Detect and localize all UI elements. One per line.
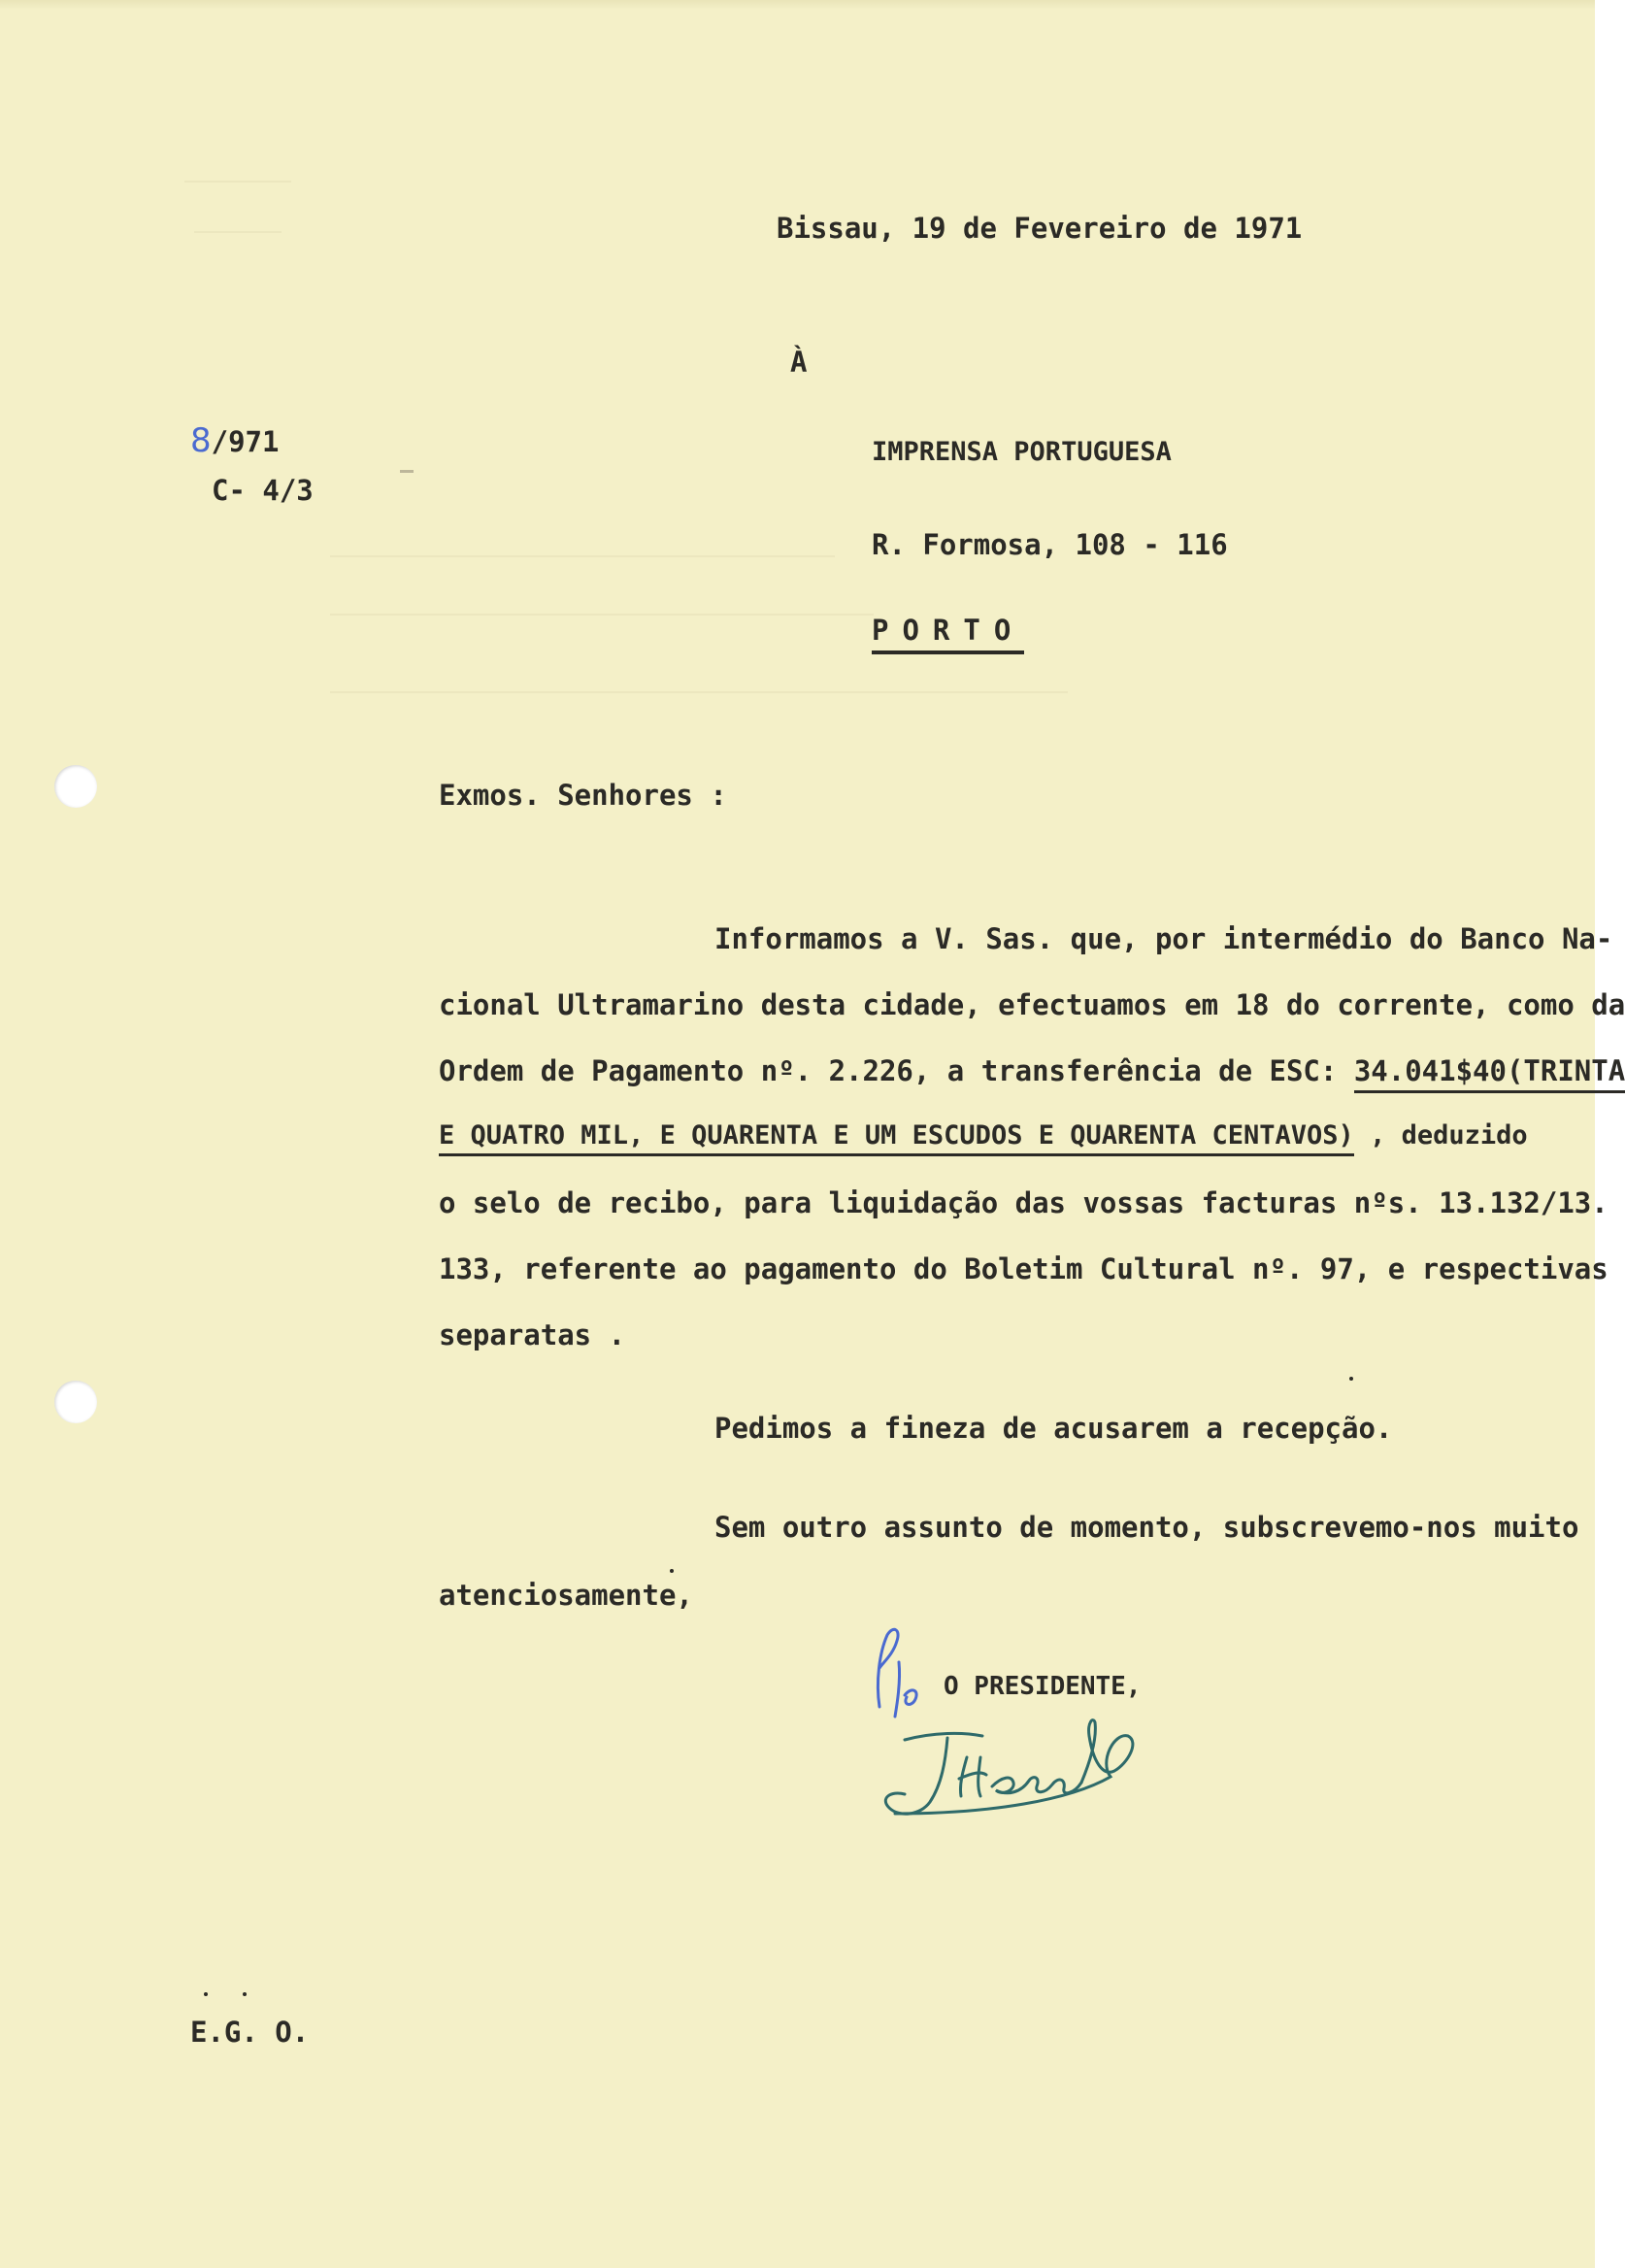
reference-number-line: [190, 421, 279, 460]
signature-block: [866, 1623, 1177, 1827]
punch-hole-top: [54, 765, 97, 808]
body-line-3: [439, 1054, 1625, 1087]
margin-dash: [400, 470, 414, 473]
body-line-4: [439, 1120, 1528, 1151]
recipient-name: IMPRENSA PORTUGUESA: [872, 437, 1172, 467]
place-date: Bissau, 19 de Fevereiro de 1971: [777, 212, 1303, 245]
body-paragraph-3-line-1: Sem outro assunto de momento, subscrevemo-nos muito: [714, 1511, 1579, 1544]
reference-code: C- 4/3: [212, 474, 314, 507]
recipient-street: R. Formosa, 108 - 116: [872, 528, 1228, 561]
punch-hole-bottom: [54, 1381, 97, 1423]
show-through-mark: [194, 231, 282, 233]
amount-figure: 34.041$40(TRINTA: [1354, 1054, 1625, 1093]
recipient-city: PORTO: [872, 614, 1024, 654]
stray-dot: [1349, 1377, 1353, 1381]
body-line-3-text: Ordem de Pagamento nº. 2.226, a transferência de ESC:: [439, 1054, 1354, 1087]
body-line-2: cional Ultramarino desta cidade, efectuamos em 18 do corrente, como da: [439, 988, 1625, 1021]
body-line-4-tail: , deduzido: [1353, 1120, 1528, 1151]
show-through-mark: [330, 691, 1068, 693]
amount-words: E QUATRO MIL, E QUARENTA E UM ESCUDOS E QUARENTA CENTAVOS): [439, 1120, 1354, 1156]
reference-number: 8: [190, 421, 212, 460]
footer-initials: E.G. O.: [190, 2016, 310, 2049]
stray-dot: [670, 1569, 674, 1573]
body-line-6: 133, referente ao pagamento do Boletim Cultural nº. 97, e respectivas: [439, 1252, 1608, 1285]
show-through-mark: [330, 555, 835, 557]
stray-dot: [243, 1992, 247, 1996]
recipient-marker: À: [790, 346, 808, 379]
body-line-5: o selo de recibo, para liquidação das vossas facturas nºs. 13.132/13.: [439, 1186, 1608, 1219]
body-line-7: separatas .: [439, 1318, 626, 1351]
closing-title: O PRESIDENTE,: [944, 1672, 1142, 1701]
handwritten-signature: [866, 1703, 1177, 1827]
show-through-mark: [184, 181, 291, 183]
body-paragraph-2: Pedimos a fineza de acusarem a recepção.: [714, 1412, 1393, 1445]
paper-edge: [0, 0, 1595, 10]
show-through-mark: [330, 614, 874, 616]
salutation: Exmos. Senhores :: [439, 779, 727, 812]
reference-year: /971: [211, 425, 280, 458]
body-line-1: Informamos a V. Sas. que, por intermédio do Banco Na-: [714, 922, 1613, 955]
stray-dot: [204, 1992, 208, 1996]
body-paragraph-3-line-2: atenciosamente,: [439, 1579, 693, 1612]
